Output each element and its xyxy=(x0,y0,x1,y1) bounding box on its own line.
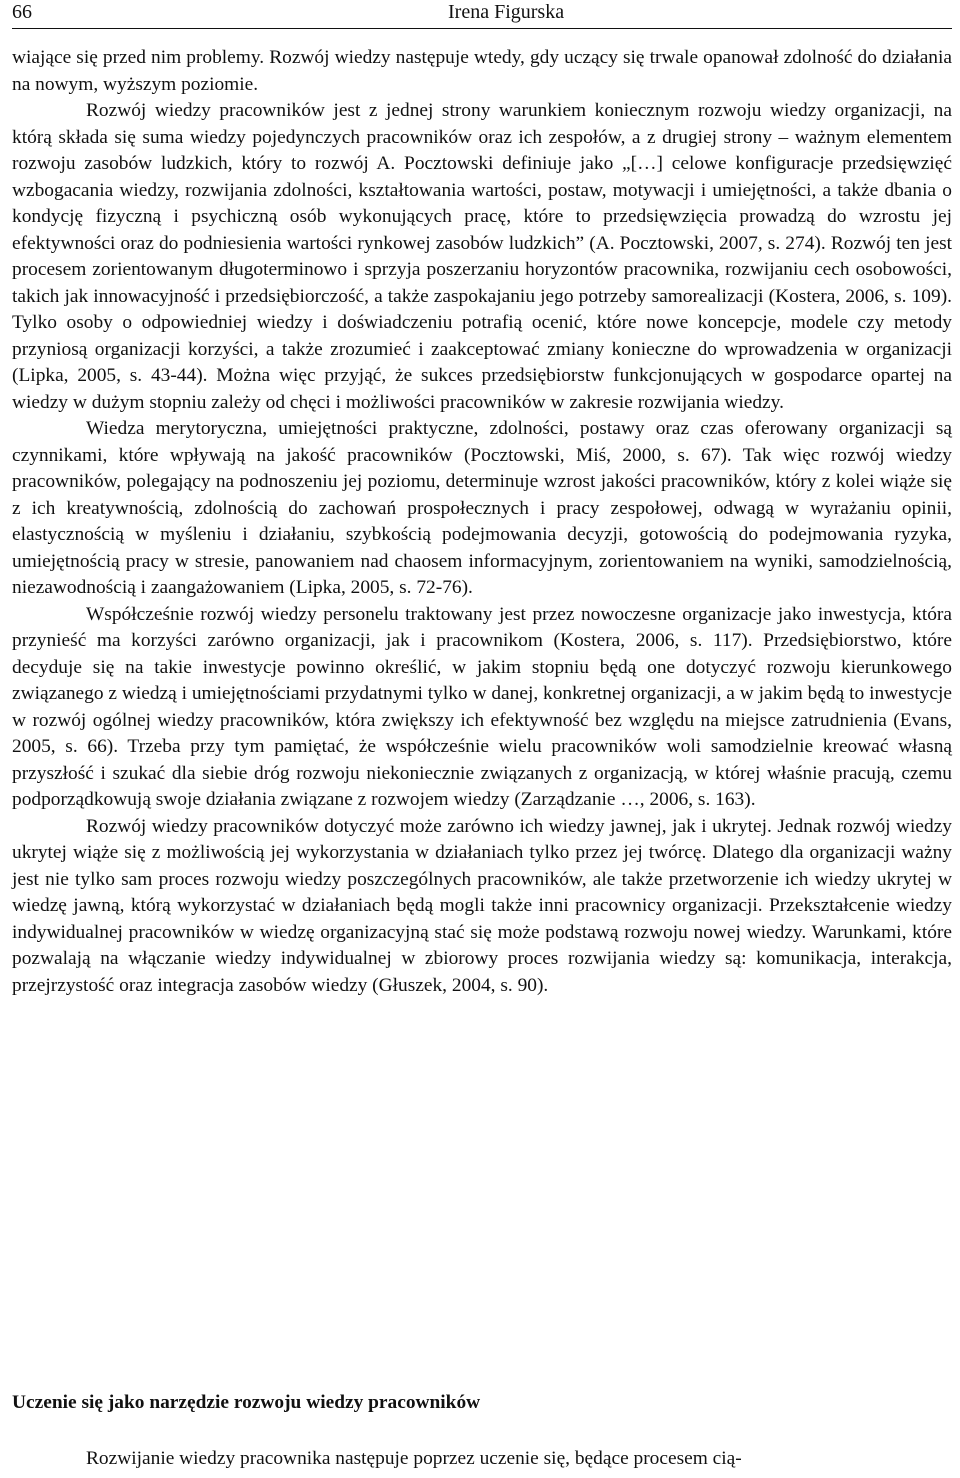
section-heading: Uczenie się jako narzędzie rozwoju wiedzy pracowników xyxy=(12,1392,481,1413)
paragraph: wiające się przed nim problemy. Rozwój wiedzy następuje wtedy, gdy uczący się trwale opanował zdolność do działania na nowym, wyższym poziomie. xyxy=(12,47,952,95)
paragraph: Rozwijanie wiedzy pracownika następuje poprzez uczenie się, będące procesem cią- xyxy=(86,1448,742,1469)
paragraph: Współcześnie rozwój wiedzy personelu traktowany jest przez nowoczesne organizacje jako inwestycja, która przynieść ma korzyści zarówno organizacji, jak i pracownikom (Kostera, 2006, s. 117). Przedsiębiorstwo, które decyduje się na takie inwestycje powinno określić, w jakim stopniu będą one dotyczyć rozwoju kierunkowego związanego z wiedzą i umiejętnościami przydatnymi tylko w danej, konkretnej organizacji, a w jakim będą to inwestycje w rozwój ogólnej wiedzy pracowników, która zwiększy ich efektywność bez względu na miejsce zatrudnienia (Evans, 2005, s. 66). Trzeba przy tym pamiętać, że współcześnie wielu pracowników woli samodzielnie kreować własną przyszłość i szukać dla siebie dróg rozwoju niekoniecznie związanych z organizacją, w której właśnie pracują, czemu podporządkowują swoje działania związane z rozwojem wiedzy (Zarządzanie …, 2006, s. 163). xyxy=(12,603,952,810)
paragraph: Rozwój wiedzy pracowników dotyczyć może zarówno ich wiedzy jawnej, jak i ukrytej. Jednak rozwój wiedzy ukrytej wiąże się z możliwością jej wykorzystania w działaniach tylko przez jej twórcę. Dlatego dla organizacji ważny jest nie tylko sam proces rozwoju wiedzy poszczególnych pracowników, ale także przetworzenie ich wiedzy ukrytej w wiedzę jawną, którą wykorzystać w działaniach będą mogli także inni pracownicy organizacji. Przekształcenie wiedzy indywidualnej pracowników w wiedzę organizacyjną stać się może podstawą rozwoju nowej wiedzy. Warunkami, które pozwalają na włączanie wiedzy indywidualnej w zbiorowy proces rozwijania wiedzy są: komunikacja, interakcja, przejrzystość oraz integracja zasobów wiedzy (Głuszek, 2004, s. 90). xyxy=(12,815,952,996)
document-page xyxy=(12,0,952,1469)
paragraph: Wiedza merytoryczna, umiejętności praktyczne, zdolności, postawy oraz czas oferowany organizacji są czynnikami, które wpływają na jakość pracowników (Pocztowski, Miś, 2000, s. 67). Tak więc rozwój wiedzy pracowników, polegający na podnoszeniu jej poziomu, determinuje wzrost jakości pracowników, który z kolei wiąże się z ich kreatywnością, zdolnością do zachowań prospołecznych i pracy zespołowej, odwagą w wyrażaniu opinii, elastycznością w myśleniu i działaniu, szybkością podejmowania decyzji, gotowością do podejmowania ryzyka, umiejętnością pracy w stresie, panowaniem nad chaosem informacyjnym, zorientowaniem na wyniki, samodzielnością, niezawodnością i zaangażowaniem (Lipka, 2005, s. 72-76). xyxy=(12,418,952,598)
running-header-author: Irena Figurska xyxy=(448,1,565,23)
page-number: 66 xyxy=(12,1,32,23)
page-header xyxy=(12,0,952,29)
body-text xyxy=(12,45,952,999)
paragraph: Rozwój wiedzy pracowników jest z jednej strony warunkiem koniecznym rozwoju wiedzy organizacji, na którą składa się suma wiedzy pojedynczych pracowników oraz ich zespołów, a z drugiej strony – ważnym elementem rozwoju zasobów ludzkich, który to rozwój A. Pocztowski definiuje jako „[…] celowe konfiguracje przedsięwzięć wzbogacania wiedzy, rozwijania zdolności, kształtowania wartości, postaw, motywacji i umiejętności, a także dbania o kondycję fizyczną i psychiczną osób wykonujących pracę, które to przedsięwzięcia prowadzą do wzrostu jej efektywności oraz do podniesienia wartości rynkowej zasobów ludzkich” (A. Pocztowski, 2007, s. 274). Rozwój ten jest procesem zorientowanym długoterminowo i sprzyja poszerzaniu horyzontów pracownika, rozwijaniu cech osobowości, takich jak innowacyjność i przedsiębiorczość, a także zaspokajaniu jego potrzeby samorealizacji (Kostera, 2006, s. 109). Tylko osoby o odpowiedniej wiedzy i doświadczeniu potrafią ocenić, które nowe koncepcje, modele czy metody przyniosą organizacji korzyści, a także zrozumieć i zaakceptować zmiany konieczne do wprowadzenia w organizacji (Lipka, 2005, s. 43-44). Można więc przyjąć, że sukces przedsiębiorstw funkcjonujących w gospodarce opartej na wiedzy w dużym stopniu zależy od chęci i możliwości pracowników w zakresie rozwijania wiedzy. xyxy=(12,100,952,413)
